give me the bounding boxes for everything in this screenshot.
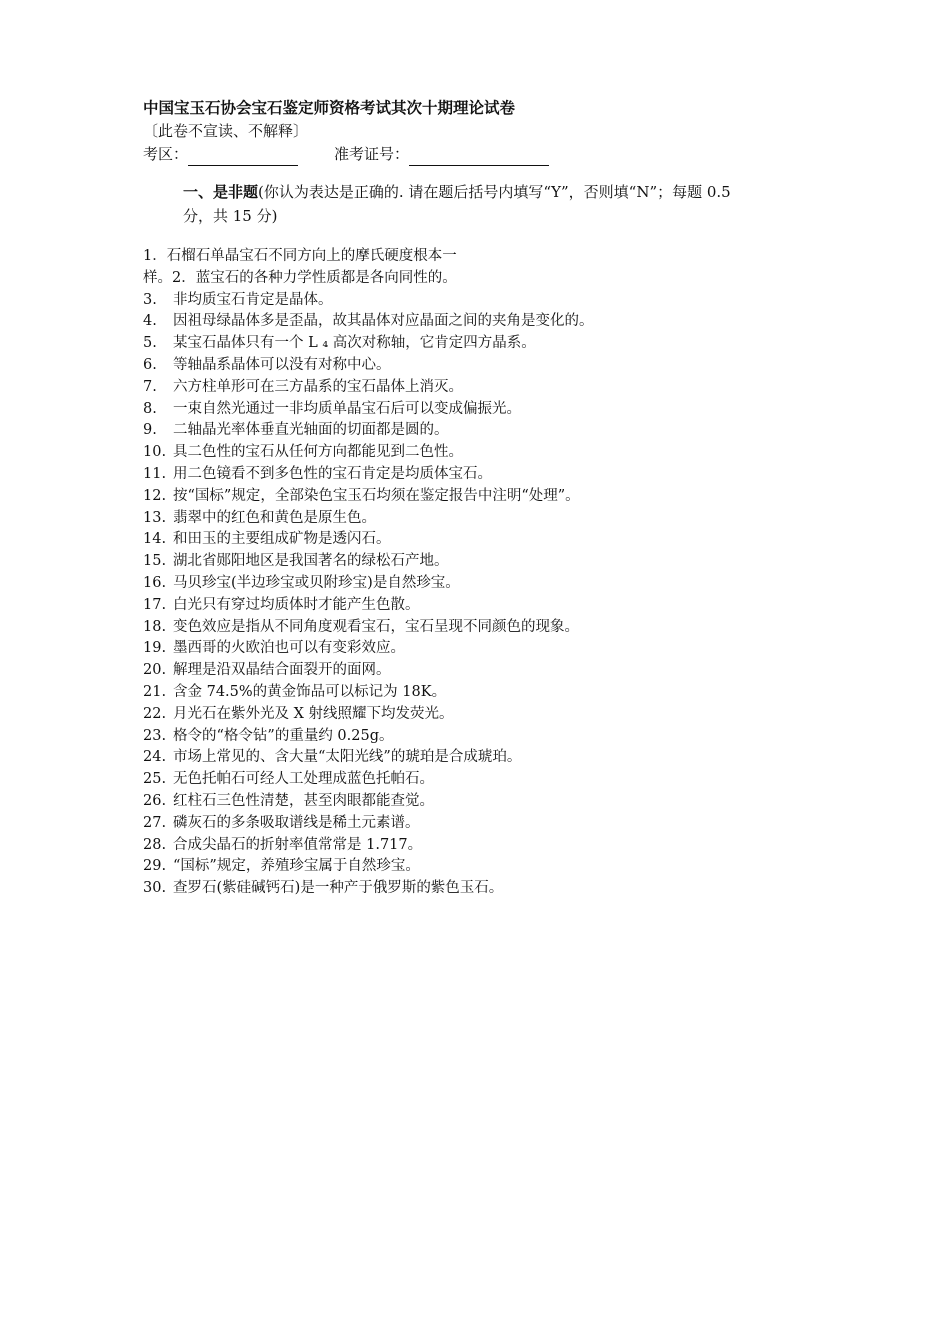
question-item — [143, 791, 783, 813]
question-item — [143, 617, 783, 639]
question-number: 16. — [143, 574, 167, 591]
question-text: 和田玉的主要组成矿物是透闪石。 — [173, 531, 391, 548]
question-item — [143, 529, 783, 551]
question-item — [143, 704, 783, 726]
question-number: 28. — [143, 836, 167, 853]
question-item — [143, 573, 783, 595]
question-text: 墨西哥的火欧泊也可以有变彩效应。 — [173, 640, 405, 657]
question-item — [143, 464, 783, 486]
question-number: 29. — [143, 858, 167, 875]
question-text: 某宝石晶体只有一个 L ₄ 高次对称轴，它肯定四方晶系。 — [173, 335, 536, 352]
question-text: 变色效应是指从不同角度观看宝石，宝石呈现不同颜色的现象。 — [173, 618, 579, 635]
question-number: 27. — [143, 814, 167, 831]
question-line — [143, 246, 783, 268]
question-number: 9. — [143, 422, 157, 439]
question-text: 翡翠中的红色和黄色是原生色。 — [173, 509, 376, 526]
question-item — [143, 420, 783, 442]
question-item — [143, 486, 783, 508]
question-number: 21. — [143, 683, 167, 700]
question-number: 4. — [143, 313, 157, 330]
question-item — [143, 813, 783, 835]
question-number: 5. — [143, 335, 157, 352]
question-number: 15. — [143, 553, 167, 570]
question-text: 红柱石三色性清楚，甚至肉眼都能查觉。 — [173, 792, 434, 809]
question-item — [143, 769, 783, 791]
question-item — [143, 508, 783, 530]
question-text: 马贝珍宝(半边珍宝或贝附珍宝)是自然珍宝。 — [173, 574, 460, 591]
exam-area-label: 考区： — [143, 145, 189, 163]
question-text: 无色托帕石可经人工处理成蓝色托帕石。 — [173, 771, 434, 788]
question-text: 等轴晶系晶体可以没有对称中心。 — [173, 356, 391, 373]
section-title: 一、是非题 — [183, 183, 259, 201]
question-text: 非均质宝石肯定是晶体。 — [173, 291, 333, 308]
exam-notice: 〔此卷不宣读、不解释〕 — [143, 122, 309, 140]
question-number: 13. — [143, 509, 167, 526]
question-item — [143, 399, 783, 421]
question-number: 12. — [143, 487, 167, 504]
question-text: 市场上常见的、含大量“太阳光线”的琥珀是合成琥珀。 — [173, 749, 522, 766]
question-item — [143, 377, 783, 399]
question-item — [143, 638, 783, 660]
question-item — [143, 835, 783, 857]
question-text: 湖北省郧阳地区是我国著名的绿松石产地。 — [173, 553, 449, 570]
question-number: 25. — [143, 771, 167, 788]
question-item — [143, 551, 783, 573]
question-item — [143, 660, 783, 682]
question-number: 30. — [143, 880, 167, 897]
question-item — [143, 333, 783, 355]
exam-area-blank[interactable] — [188, 147, 298, 166]
exam-page — [143, 96, 783, 900]
section-heading — [143, 180, 763, 228]
question-number: 10. — [143, 444, 167, 461]
question-number: 6. — [143, 356, 157, 373]
question-number: 3. — [143, 291, 157, 308]
question-text: 二轴晶光率体垂直光轴面的切面都是圆的。 — [173, 422, 449, 439]
question-item — [143, 682, 783, 704]
question-text: 磷灰石的多条吸取谱线是稀土元素谱。 — [173, 814, 420, 831]
question-number: 22. — [143, 705, 167, 722]
question-item — [143, 726, 783, 748]
question-number: 14. — [143, 531, 167, 548]
question-number: 23. — [143, 727, 167, 744]
question-number: 20. — [143, 662, 167, 679]
ticket-number-blank[interactable] — [409, 147, 549, 166]
question-item — [143, 311, 783, 333]
question-text: “国标”规定，养殖珍宝属于自然珍宝。 — [173, 858, 420, 875]
question-text: 用二色镜看不到多色性的宝石肯定是均质体宝石。 — [173, 465, 492, 482]
question-number: 17. — [143, 596, 167, 613]
question-text: 1．石榴石单晶宝石不同方向上的摩氏硬度根本一 — [143, 248, 457, 264]
question-item — [143, 595, 783, 617]
question-number: 8. — [143, 400, 157, 417]
section-instructions: (你认为表达是正确的. 请在题后括号内填写“Y”，否则填“N”；每题 0.5 分，共 15 分) — [183, 183, 731, 225]
question-text: 月光石在紫外光及 X 射线照耀下均发荧光。 — [173, 705, 454, 722]
question-text: 解理是沿双晶结合面裂开的面网。 — [173, 662, 391, 679]
question-number: 24. — [143, 749, 167, 766]
question-text: 因祖母绿晶体多是歪晶，故其晶体对应晶面之间的夹角是变化的。 — [173, 313, 594, 330]
page-title: 中国宝玉石协会宝石鉴定师资格考试其次十期理论试卷 — [143, 98, 516, 117]
question-text: 白光只有穿过均质体时才能产生色散。 — [173, 596, 420, 613]
question-text: 合成尖晶石的折射率值常常是 1.717。 — [173, 836, 423, 853]
question-text: 样。2．蓝宝石的各种力学性质都是各向同性的。 — [143, 269, 457, 286]
question-number: 7. — [143, 378, 157, 395]
question-item — [143, 442, 783, 464]
question-text: 查罗石(紫硅碱钙石)是一种产于俄罗斯的紫色玉石。 — [173, 880, 504, 897]
question-number: 11. — [143, 465, 167, 482]
question-list — [143, 246, 783, 900]
question-number: 18. — [143, 618, 167, 635]
question-number: 26. — [143, 792, 167, 809]
question-text: 按“国标”规定，全部染色宝玉石均须在鉴定报告中注明“处理”。 — [173, 487, 580, 504]
question-item — [143, 290, 783, 312]
question-number: 19. — [143, 640, 167, 657]
exam-fields — [143, 142, 783, 166]
question-line — [143, 268, 783, 290]
question-text: 含金 74.5%的黄金饰品可以标记为 18K。 — [173, 683, 447, 700]
question-item — [143, 355, 783, 377]
question-text: 格令的“格令钻”的重量约 0.25g。 — [173, 727, 394, 744]
question-text: 具二色性的宝石从任何方向都能见到二色性。 — [173, 444, 463, 461]
question-item — [143, 747, 783, 769]
question-text: 一束自然光通过一非均质单晶宝石后可以变成偏振光。 — [173, 400, 521, 417]
question-text: 六方柱单形可在三方晶系的宝石晶体上消灭。 — [173, 378, 463, 395]
question-item — [143, 878, 783, 900]
ticket-label: 准考证号： — [334, 145, 410, 163]
question-item — [143, 856, 783, 878]
